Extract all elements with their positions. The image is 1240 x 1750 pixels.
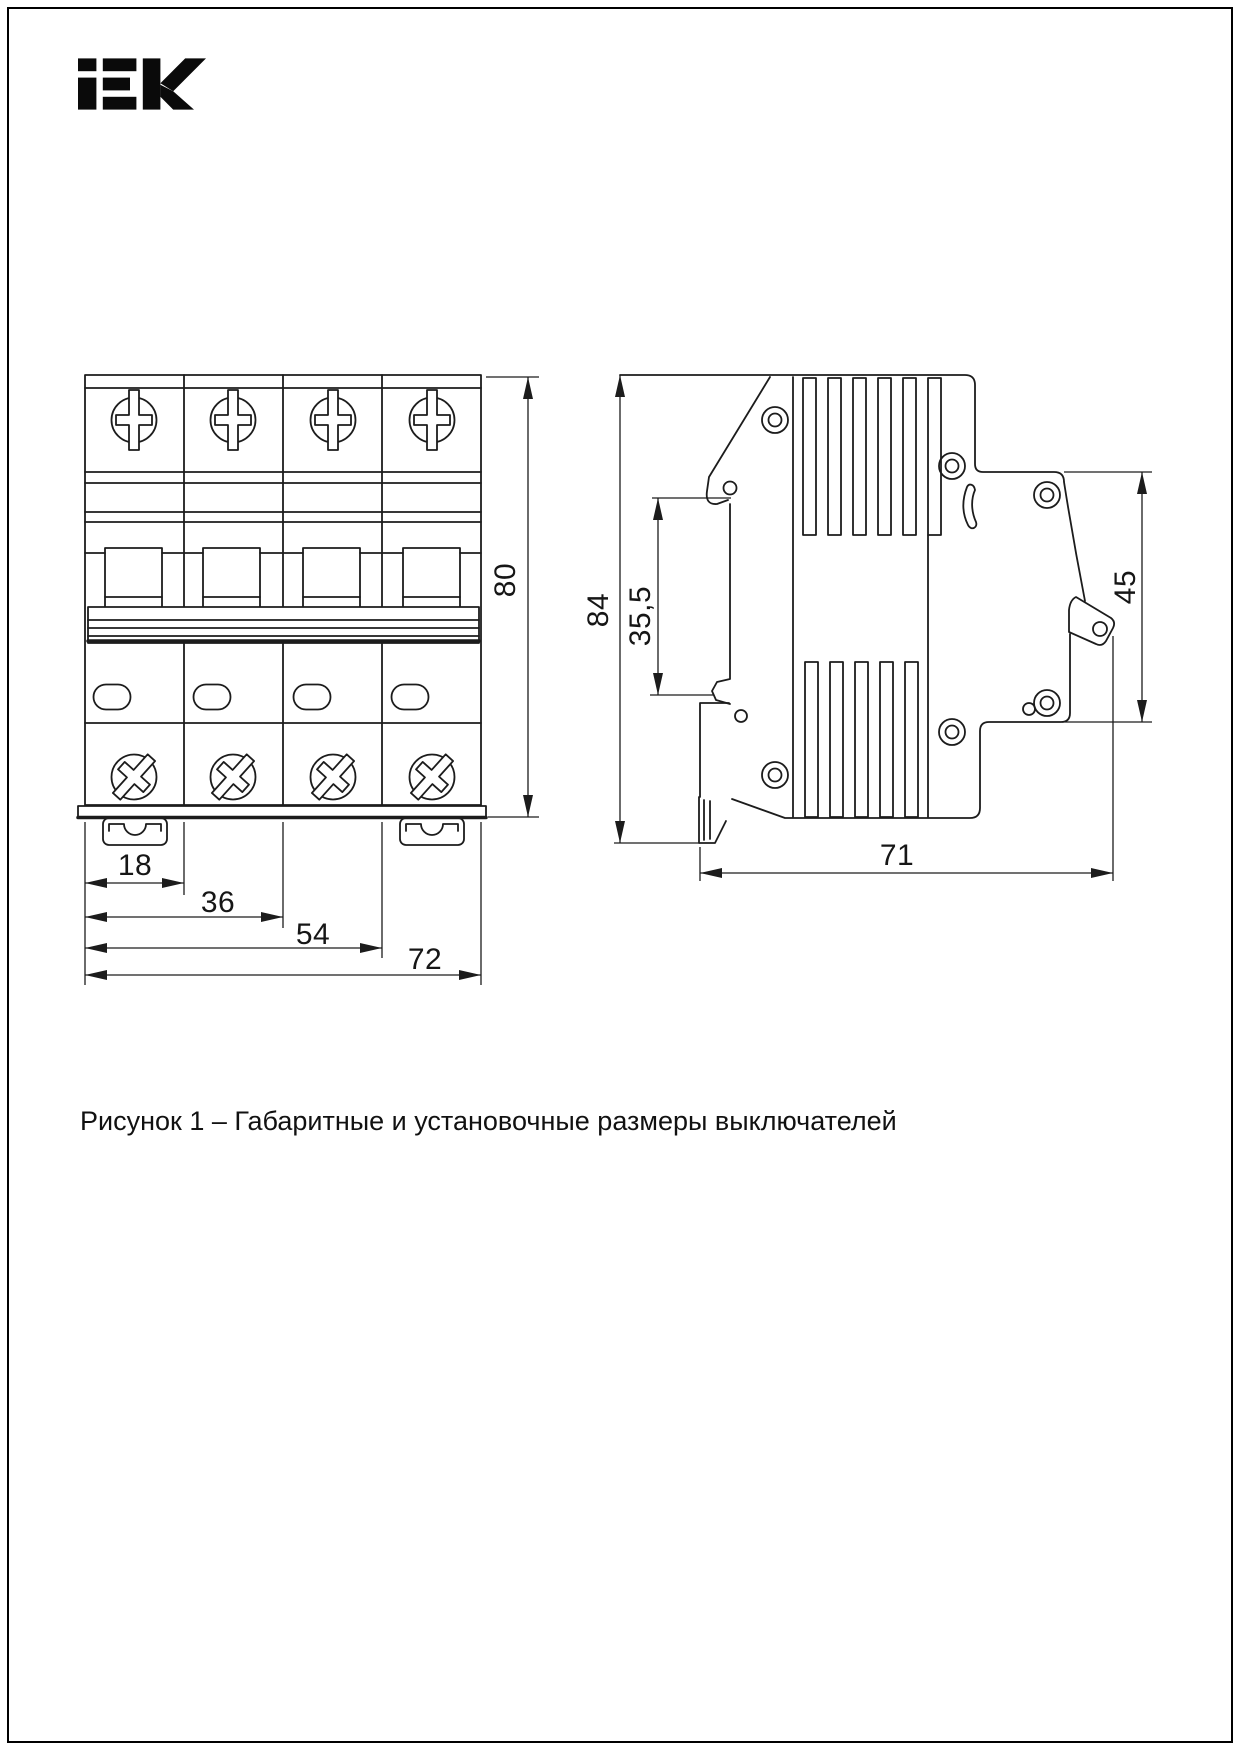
pole-dividers (184, 375, 382, 805)
dim-label-front-height: 80 (489, 562, 522, 598)
front-view-drawing (78, 375, 486, 845)
tie-bar (88, 607, 479, 643)
dim-label-35-5: 35,5 (624, 585, 657, 647)
vent-slots-lower (805, 662, 918, 817)
rivets (762, 407, 1060, 788)
din-latch-side (699, 797, 726, 843)
dim-label-side-height: 84 (582, 592, 615, 628)
dim-label-36: 36 (200, 886, 236, 919)
dim-label-54: 54 (295, 918, 331, 951)
curved-slot (963, 485, 976, 529)
indicator-windows (94, 685, 429, 710)
dim-label-45: 45 (1109, 569, 1142, 605)
dim-label-depth: 71 (879, 839, 915, 872)
dim-label-72: 72 (407, 943, 443, 976)
vent-slots-upper (803, 378, 941, 535)
front-view-dimensions (85, 377, 539, 985)
bottom-plate (78, 806, 486, 818)
figure-caption: Рисунок 1 – Габаритные и установочные размеры выключателей (80, 1106, 897, 1136)
dim-label-18: 18 (117, 849, 153, 882)
dimension-arrows-side (615, 375, 1147, 878)
side-view-drawing (620, 375, 1114, 843)
dimension-arrows-front (85, 377, 533, 980)
terminal-clamp (1069, 597, 1114, 645)
toggle-lever-side (707, 377, 770, 504)
